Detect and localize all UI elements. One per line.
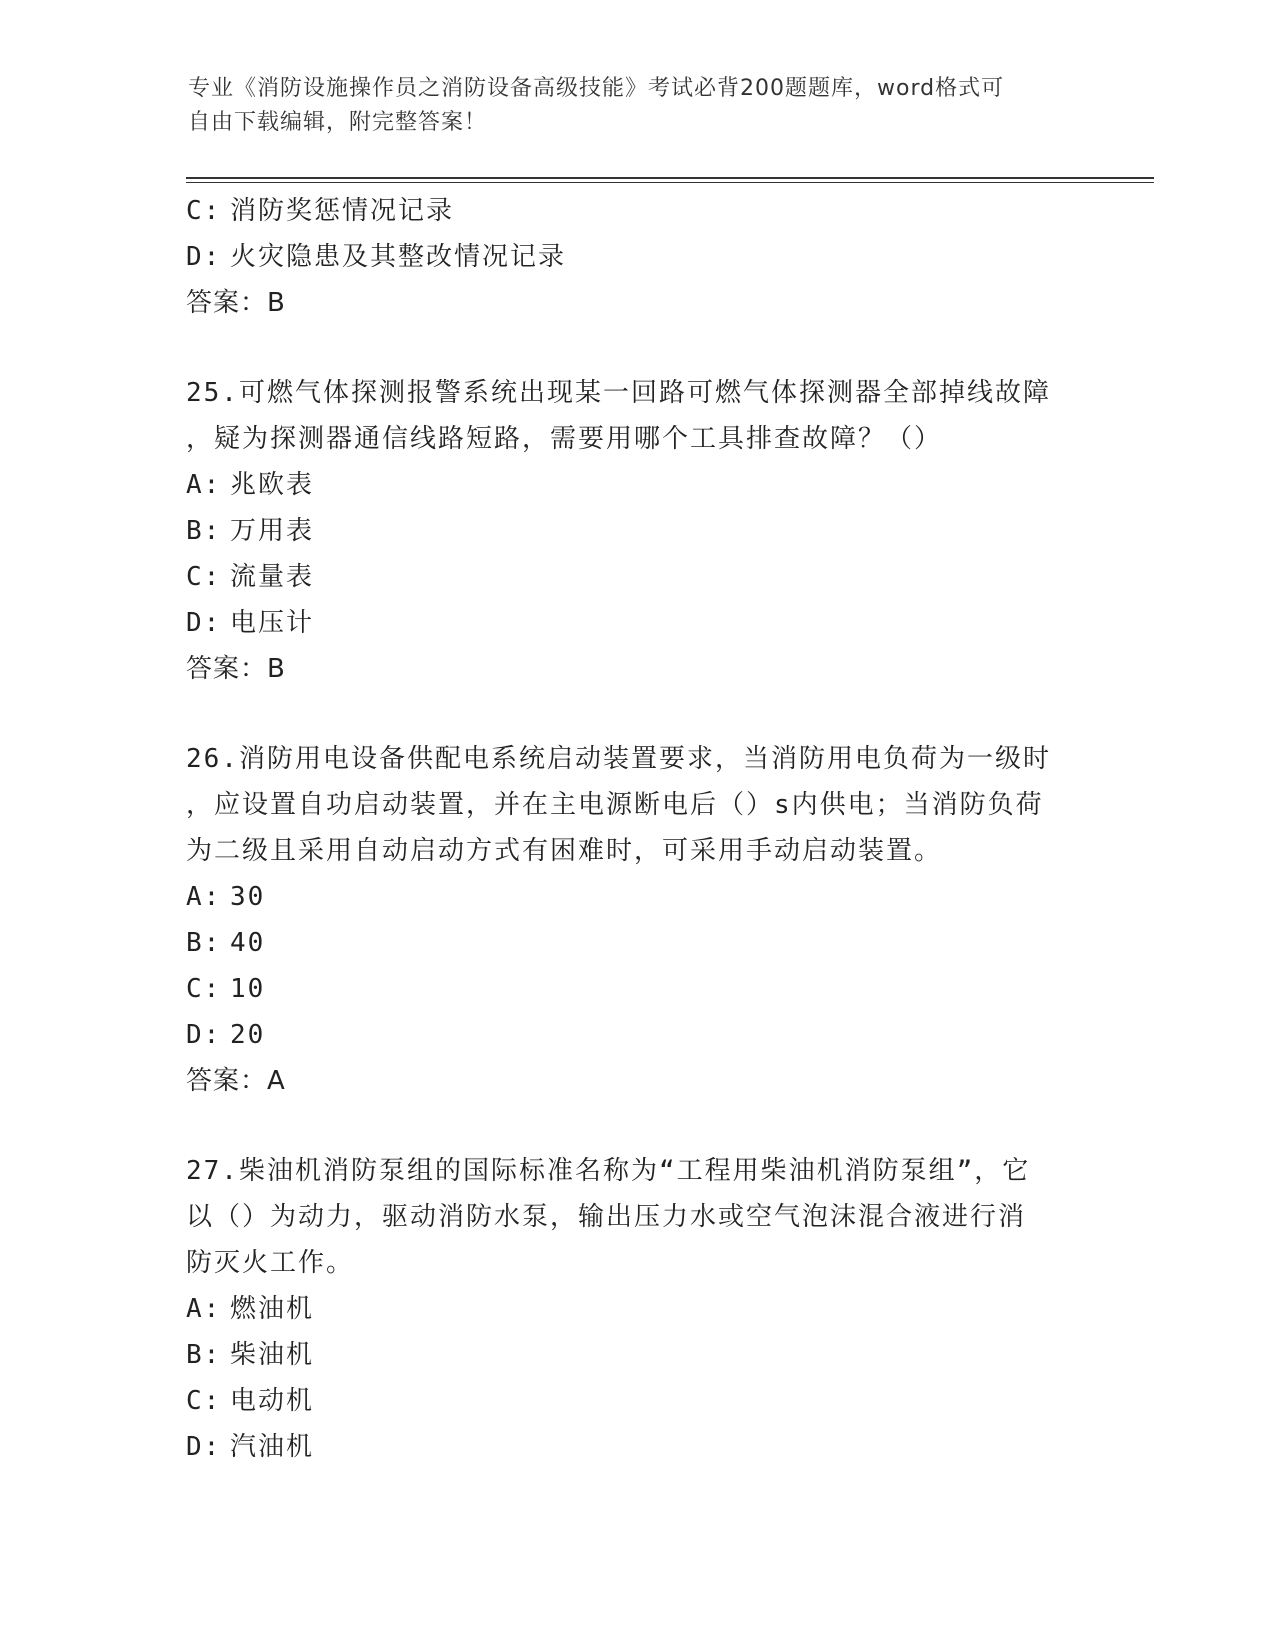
option-item	[186, 920, 1086, 966]
option-item	[186, 874, 1086, 920]
option-item	[186, 462, 1086, 508]
option-item	[186, 966, 1086, 1012]
option-key: D:	[186, 1020, 222, 1050]
option-key: C:	[186, 1386, 222, 1416]
option-key: B:	[186, 516, 222, 546]
option-key: A:	[186, 1294, 222, 1324]
question-line: 防灭火工作。	[186, 1248, 355, 1278]
option-key: A:	[186, 882, 222, 912]
option-item	[186, 188, 1086, 234]
option-item	[186, 1286, 1086, 1332]
question-line: 25.可燃气体探测报警系统出现某一回路可燃气体探测器全部掉线故障	[186, 378, 1051, 408]
question-27-text	[186, 1148, 1086, 1286]
question-line: 为二级且采用自动启动方式有困难时，可采用手动启动装置。	[186, 836, 943, 866]
header-line-2: 自由下载编辑，附完整答案！	[188, 110, 488, 135]
option-text: 10	[230, 974, 266, 1004]
option-text: 流量表	[230, 562, 315, 592]
option-item	[186, 508, 1086, 554]
option-text: 火灾隐患及其整改情况记录	[230, 242, 567, 272]
option-item	[186, 554, 1086, 600]
header-rule-thin	[186, 182, 1154, 183]
option-text: 万用表	[230, 516, 315, 546]
option-key: D:	[186, 1432, 222, 1462]
option-text: 消防奖惩情况记录	[230, 196, 455, 226]
question-line: 以（）为动力，驱动消防水泵，输出压力水或空气泡沫混合液进行消	[186, 1202, 1027, 1232]
answer-line: 答案：B	[186, 288, 286, 318]
question-26-text	[186, 736, 1086, 874]
option-key: C:	[186, 562, 222, 592]
option-item	[186, 1012, 1086, 1058]
option-text: 电压计	[230, 608, 315, 638]
header-rule-thick	[186, 177, 1154, 179]
option-text: 电动机	[230, 1386, 315, 1416]
option-item	[186, 1424, 1086, 1470]
option-text: 30	[230, 882, 266, 912]
option-text: 燃油机	[230, 1294, 315, 1324]
option-key: D:	[186, 608, 222, 638]
question-line: ，疑为探测器通信线路短路，需要用哪个工具排查故障？（）	[186, 424, 943, 454]
question-25-text	[186, 370, 1086, 462]
option-text: 汽油机	[230, 1432, 315, 1462]
option-key: C:	[186, 974, 222, 1004]
answer-line: 答案：B	[186, 654, 286, 684]
option-text: 20	[230, 1020, 266, 1050]
question-line: 26.消防用电设备供配电系统启动装置要求，当消防用电负荷为一级时	[186, 744, 1051, 774]
option-item	[186, 600, 1086, 646]
option-key: D:	[186, 242, 222, 272]
question-list	[186, 188, 1086, 1470]
option-text: 40	[230, 928, 266, 958]
question-line: ，应设置自功启动装置，并在主电源断电后（）s内供电；当消防负荷	[186, 790, 1044, 820]
option-key: B:	[186, 928, 222, 958]
option-key: C:	[186, 196, 222, 226]
question-line: 27.柴油机消防泵组的国际标准名称为“工程用柴油机消防泵组”，它	[186, 1156, 1031, 1186]
header-line-1: 专业《消防设施操作员之消防设备高级技能》考试必背200题题库，word格式可	[188, 76, 1005, 101]
option-item	[186, 234, 1086, 280]
option-item	[186, 1332, 1086, 1378]
answer-line: 答案：A	[186, 1066, 286, 1096]
option-item	[186, 1378, 1086, 1424]
document-header	[188, 72, 1088, 140]
option-text: 兆欧表	[230, 470, 315, 500]
option-text: 柴油机	[230, 1340, 315, 1370]
option-key: B:	[186, 1340, 222, 1370]
option-key: A:	[186, 470, 222, 500]
